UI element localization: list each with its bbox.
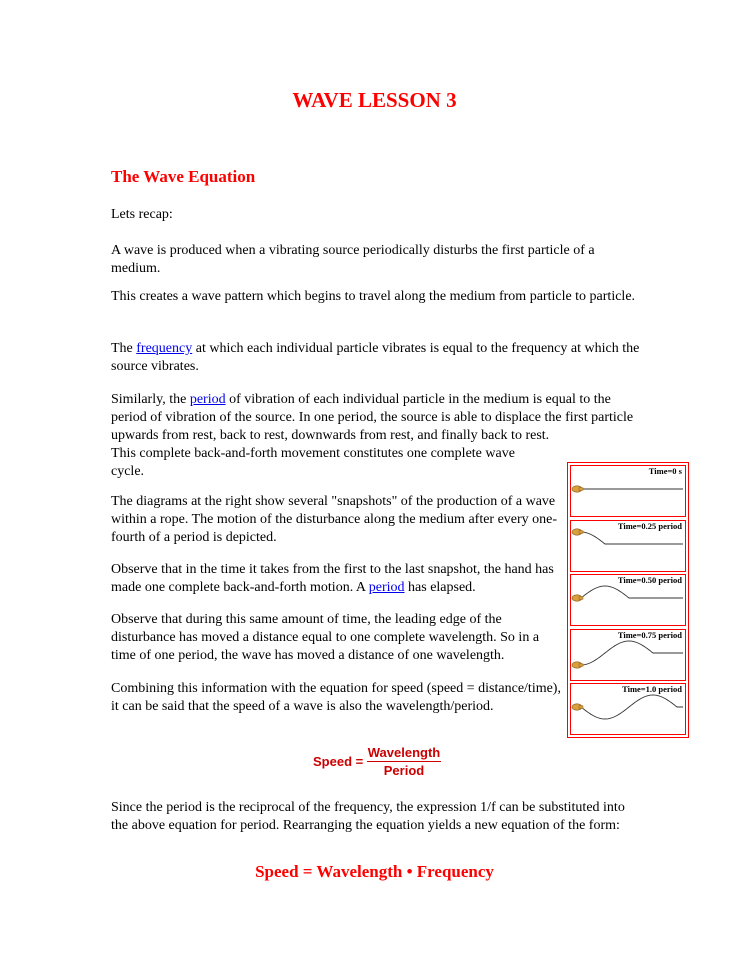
paragraph-recap: Lets recap:: [111, 207, 173, 222]
wave-snapshot-2: [570, 574, 686, 626]
text-fragment: The: [111, 341, 137, 356]
paragraph-period: [111, 391, 641, 445]
hand-finger: [579, 663, 583, 665]
hand-finger: [579, 706, 583, 708]
formula-lhs: Speed =: [313, 754, 364, 769]
rope-line: [581, 586, 683, 598]
rope-wave-diagram: [571, 684, 685, 734]
text-fragment: Observe that in the time it takes from the first to the last snapshot, the hand has made one complete back-and-forth motion. A: [111, 562, 554, 595]
hand-icon: [572, 704, 583, 710]
hand-finger: [579, 488, 583, 490]
frequency-link[interactable]: frequency: [136, 341, 193, 356]
paragraph-wave-cycle: This complete back-and-forth movement constitutes one complete wave cycle.: [111, 446, 515, 479]
rope-line: [581, 641, 683, 665]
wave-snapshot-0: [570, 465, 686, 517]
page-title: WAVE LESSON 3: [292, 88, 457, 112]
period-link-2[interactable]: period: [368, 580, 405, 595]
final-equation: Speed = Wavelength • Frequency: [255, 862, 494, 881]
paragraph-hand-motion: [111, 561, 566, 597]
paragraph-snapshots: The diagrams at the right show several "snapshots" of the production of a wave within a rope. The motion of the disturbance along the medium after every one-fourth of a period is depicted.: [111, 494, 558, 545]
hand-icon: [572, 595, 583, 601]
snapshot-label: Time=0.25 period: [617, 520, 682, 531]
hand-icon: [572, 486, 583, 492]
wave-snapshots-panel: [567, 462, 689, 738]
wave-snapshot-3: [570, 629, 686, 681]
formula-fraction: [367, 745, 441, 778]
wave-snapshot-1: [570, 520, 686, 572]
period-link[interactable]: period: [189, 392, 226, 407]
hand-finger: [579, 597, 583, 599]
formula-denominator: Period: [383, 763, 425, 778]
rope-wave-diagram: [571, 466, 685, 516]
section-heading: The Wave Equation: [111, 167, 256, 186]
text-fragment: at which each individual particle vibrates is equal to the frequency at which the source vibrates.: [111, 341, 640, 374]
rope-wave-diagram: [571, 630, 685, 680]
snapshot-label: Time=0.50 period: [617, 575, 682, 585]
snapshot-label: Time=1.0 period: [622, 684, 682, 694]
wave-snapshot-4: [570, 683, 686, 735]
text-fragment: Similarly, the: [111, 392, 190, 407]
rope-wave-diagram: [571, 521, 685, 571]
snapshot-label: Time=0 s: [648, 466, 682, 476]
text-fragment: has elapsed.: [404, 580, 476, 595]
rope-line: [581, 695, 683, 719]
rope-wave-diagram: [571, 575, 685, 625]
formula-numerator: Wavelength: [367, 745, 441, 760]
paragraph-speed-combination: Combining this information with the equation for speed (speed = distance/time), it can be said that the speed of a wave is also the wavelength/period.: [111, 681, 561, 714]
paragraph-wave-produced: A wave is produced when a vibrating source periodically disturbs the first particle of a medium.: [111, 243, 595, 276]
paragraph-frequency: [111, 340, 641, 376]
hand-icon: [572, 528, 583, 534]
hand-finger: [579, 530, 583, 532]
paragraph-wave-pattern: This creates a wave pattern which begins to travel along the medium from particle to particle.: [111, 289, 636, 304]
text-fragment: of vibration of each individual particle in the medium is equal to the period of vibration of the source. In one period, the source is able to displace the first particle upwards from rest, back to rest, downwards from rest, and finally back to rest.: [111, 392, 634, 443]
snapshot-label: Time=0.75 period: [617, 629, 682, 640]
hand-icon: [572, 661, 583, 667]
rope-line: [581, 532, 683, 544]
paragraph-leading-edge: Observe that during this same amount of time, the leading edge of the disturbance has moved a distance equal to one complete wavelength. So in a time of one period, the wave has moved a distance of one wavelength.: [111, 612, 540, 663]
paragraph-reciprocal: Since the period is the reciprocal of the frequency, the expression 1/f can be substituted into the above equation for period. Rearranging the equation yields a new equation of the form:: [111, 800, 625, 833]
